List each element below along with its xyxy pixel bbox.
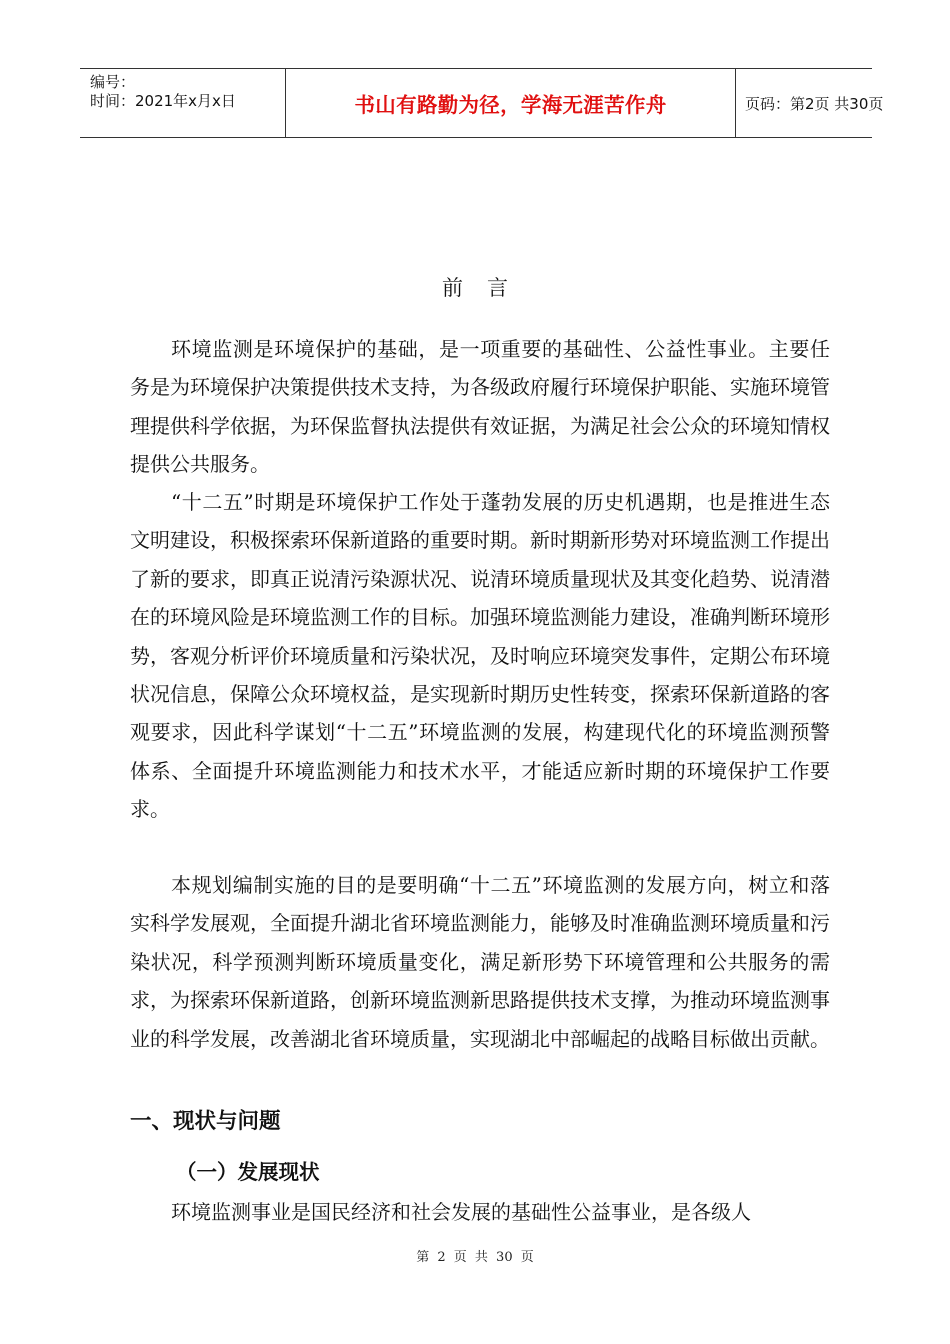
document-number-label: 编号： [90,73,136,91]
page-footer: 第 2 页 共 30 页 [416,1250,534,1265]
paragraph-3: 本规划编制实施的目的是要明确“十二五”环境监测的发展方向，树立和落实科学发展观，全面提升湖北省环境监测能力，能够及时准确监测环境质量和污染状况，科学预测判断环境质量变化，满足新形势下环境管理和公共服务的需求，为探索环保新道路，创新环境监测新思路提供技术支撑，为推动环境监测事业的科学发展，改善湖北省环境质量，实现湖北中部崛起的战略目标做出贡献。 [130,873,830,1051]
subsection-heading: （一）发展现状 [176,1160,320,1184]
section-heading: 一、现状与问题 [130,1109,281,1134]
header-meta [80,69,285,137]
section-paragraph: 环境监测事业是国民经济和社会发展的基础性公益事业，是各级人 [171,1200,751,1224]
page-header [80,68,884,138]
paragraph-1: 环境监测是环境保护的基础，是一项重要的基础性、公益性事业。主要任务是为环境保护决策提供技术支持，为各级政府履行环境保护职能、实施环境管理提供科学依据，为环保监督执法提供有效证据，为满足社会公众的环境知情权提供公共服务。 [130,337,830,477]
header-motto: 书山有路勤为径，学海无涯苦作舟 [285,69,736,137]
document-date: 时间：2021年x月x日 [90,92,236,110]
paragraph-2: “十二五”时期是环境保护工作处于蓬勃发展的历史机遇期，也是推进生态文明建设，积极探索环保新道路的重要时期。新时期新形势对环境监测工作提出了新的要求，即真正说清污染源状况、说清环境质量现状及其变化趋势、说清潜在的环境风险是环境监测工作的目标。加强环境监测能力建设，准确判断环境形势，客观分析评价环境质量和污染状况，及时响应环境突发事件，定期公布环境状况信息，保障公众环境权益，是实现新时期历史性转变，探索环保新道路的客观要求，因此科学谋划“十二五”环境监测的发展，构建现代化的环境监测预警体系、全面提升环境监测能力和技术水平，才能适应新时期的环境保护工作要求。 [130,490,830,822]
document-title: 前言 [442,276,532,300]
header-page-info: 页码：第2页 共30页 [745,94,884,113]
